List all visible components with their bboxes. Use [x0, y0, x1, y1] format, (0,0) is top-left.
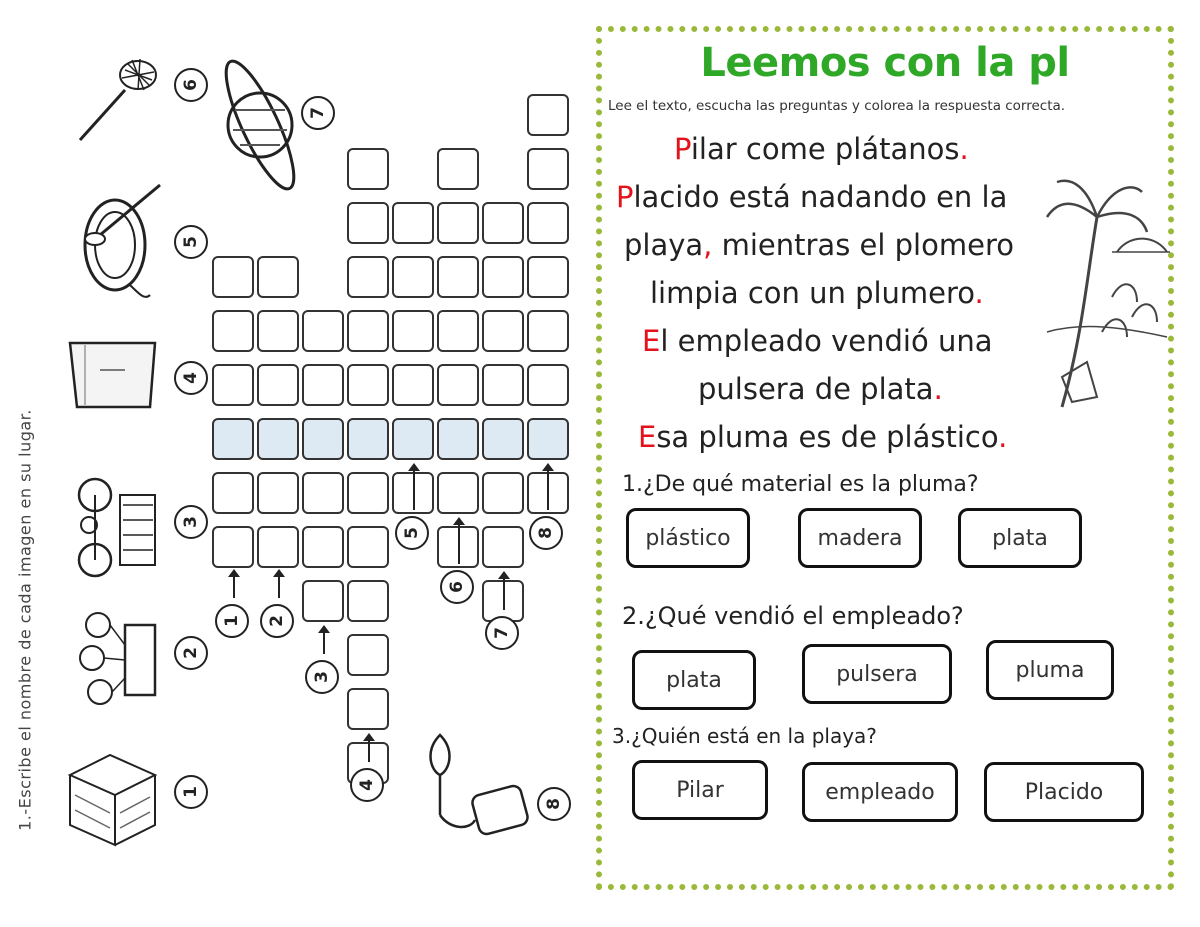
crossword-cell[interactable] [257, 526, 299, 568]
question-1: 1.¿De qué material es la pluma? [622, 472, 979, 497]
crossword-cell[interactable] [212, 472, 254, 514]
crossword-cell[interactable] [392, 310, 434, 352]
crossword-cell[interactable] [437, 364, 479, 406]
planet-icon [215, 40, 305, 210]
crossword-cell[interactable] [437, 310, 479, 352]
answer-option-pilar[interactable]: Pilar [632, 760, 768, 820]
crossword-cell[interactable] [482, 526, 524, 568]
crossword-cell[interactable] [212, 310, 254, 352]
plug-and-cable-icon [420, 720, 540, 840]
crossword-cell[interactable] [347, 310, 389, 352]
reading-panel [596, 26, 1174, 890]
crossword-cell[interactable] [257, 310, 299, 352]
crossword-cell[interactable] [527, 256, 569, 298]
story-line-1: Pilar come plátanos. [674, 132, 969, 166]
answer-option-pulsera[interactable]: pulsera [802, 644, 952, 704]
reading-instruction: Lee el texto, escucha las preguntas y colorea la respuesta correcta. [608, 98, 1066, 114]
picture-number-circle: 1 [174, 775, 208, 809]
crossword-clue-8: 8 [529, 516, 563, 550]
crossword-clue-5: 5 [395, 516, 429, 550]
plates-stack-icon [60, 735, 165, 855]
crossword-cell[interactable] [527, 418, 569, 460]
picture-number-circle: 3 [174, 505, 208, 539]
clue-arrow [233, 576, 235, 598]
clue-arrow [368, 740, 370, 762]
answer-option-placido[interactable]: Placido [984, 762, 1144, 822]
crossword-cell[interactable] [302, 472, 344, 514]
crossword-cell[interactable] [437, 472, 479, 514]
clue-arrow [503, 578, 505, 610]
answer-option-empleado[interactable]: empleado [802, 762, 958, 822]
picture-6 [70, 50, 210, 150]
picture-4 [65, 335, 210, 415]
crossword-cell[interactable] [257, 256, 299, 298]
crossword-cell[interactable] [302, 364, 344, 406]
crossword-cell[interactable] [392, 364, 434, 406]
clue-arrow [278, 576, 280, 598]
crossword-cell[interactable] [437, 202, 479, 244]
crossword-cell[interactable] [482, 256, 524, 298]
clue-arrow [323, 632, 325, 654]
answer-option-plata[interactable]: plata [632, 650, 756, 710]
crossword-cell[interactable] [482, 472, 524, 514]
story-line-6: pulsera de plata. [698, 372, 943, 406]
picture-8 [420, 720, 580, 840]
potted-flowers-icon [70, 600, 170, 720]
picture-number-circle: 7 [301, 96, 335, 130]
feather-duster-icon [70, 50, 170, 150]
question-2: 2.¿Qué vendió el empleado? [622, 602, 964, 630]
answer-option-plata[interactable]: plata [958, 508, 1082, 568]
crossword-cell[interactable] [392, 202, 434, 244]
picture-number-circle: 8 [537, 787, 571, 821]
crossword-cell[interactable] [212, 364, 254, 406]
crossword-cell[interactable] [212, 418, 254, 460]
crossword-cell[interactable] [347, 526, 389, 568]
crossword-cell[interactable] [347, 256, 389, 298]
crossword-cell[interactable] [437, 418, 479, 460]
clue-arrow [547, 470, 549, 510]
crossword-clue-6: 6 [440, 570, 474, 604]
crossword-cell[interactable] [437, 148, 479, 190]
answer-option-madera[interactable]: madera [798, 508, 922, 568]
answer-option-pluma[interactable]: pluma [986, 640, 1114, 700]
picture-7 [215, 40, 345, 210]
story-line-3: playa, mientras el plomero [624, 228, 1014, 262]
vertical-instruction [0, 0, 50, 927]
crossword-cell[interactable] [302, 526, 344, 568]
instruction-text: 1.-Escribe el nombre de cada imagen en su lugar. [15, 409, 35, 831]
plastic-cup-icon [65, 335, 160, 415]
story-line-7: Esa pluma es de plástico. [638, 420, 1008, 454]
crossword-clue-1: 1 [215, 604, 249, 638]
crossword-cell[interactable] [482, 418, 524, 460]
crossword-cell[interactable] [392, 418, 434, 460]
crossword-cell[interactable] [527, 202, 569, 244]
crossword-clue-3: 3 [305, 660, 339, 694]
crossword-cell[interactable] [482, 202, 524, 244]
crossword-cell[interactable] [527, 310, 569, 352]
crossword-cell[interactable] [347, 472, 389, 514]
crossword-cell[interactable] [212, 256, 254, 298]
crossword-clue-2: 2 [260, 604, 294, 638]
picture-number-circle: 6 [174, 68, 208, 102]
answer-option-plastico[interactable]: plástico [626, 508, 750, 568]
crossword-cell[interactable] [302, 418, 344, 460]
picture-number-circle: 4 [174, 361, 208, 395]
clue-arrow [458, 524, 460, 564]
dish-with-spoon-icon [70, 175, 170, 315]
crossword-cell[interactable] [257, 418, 299, 460]
crossword-cell[interactable] [302, 310, 344, 352]
picture-3 [65, 465, 210, 585]
story-line-4: limpia con un plumero. [650, 276, 984, 310]
beach-palm-dolphins-icon [1042, 157, 1172, 417]
crossword-cell[interactable] [212, 526, 254, 568]
picture-number-circle: 2 [174, 636, 208, 670]
picture-5 [70, 175, 210, 315]
crossword-cell[interactable] [257, 364, 299, 406]
question-3: 3.¿Quién está en la playa? [612, 724, 877, 748]
clue-arrow [413, 470, 415, 510]
crossword-cell[interactable] [482, 310, 524, 352]
crossword-cell[interactable] [527, 364, 569, 406]
crossword-cell[interactable] [437, 256, 479, 298]
crossword-cell[interactable] [347, 202, 389, 244]
picture-number-circle: 5 [174, 225, 208, 259]
crossword-clue-4: 4 [350, 768, 384, 802]
picture-2 [70, 600, 210, 720]
crossword-cell[interactable] [347, 634, 389, 676]
crossword-cell[interactable] [302, 580, 344, 622]
crossword-cell[interactable] [347, 580, 389, 622]
page-title: Leemos con la pl [700, 40, 1070, 86]
crossword-clue-7: 7 [485, 616, 519, 650]
crossword-cell[interactable] [347, 688, 389, 730]
crossword-cell[interactable] [257, 472, 299, 514]
crossword-cell[interactable] [527, 94, 569, 136]
story-line-2: Placido está nadando en la [616, 180, 1008, 214]
crossword-cell[interactable] [347, 418, 389, 460]
picture-1 [60, 735, 210, 855]
crossword-cell[interactable] [347, 148, 389, 190]
crossword-cell[interactable] [347, 364, 389, 406]
crossword-cell[interactable] [392, 256, 434, 298]
bicycle-boy-icon [65, 465, 165, 585]
story-line-5: El empleado vendió una [642, 324, 993, 358]
crossword-cell[interactable] [527, 148, 569, 190]
crossword-cell[interactable] [482, 364, 524, 406]
